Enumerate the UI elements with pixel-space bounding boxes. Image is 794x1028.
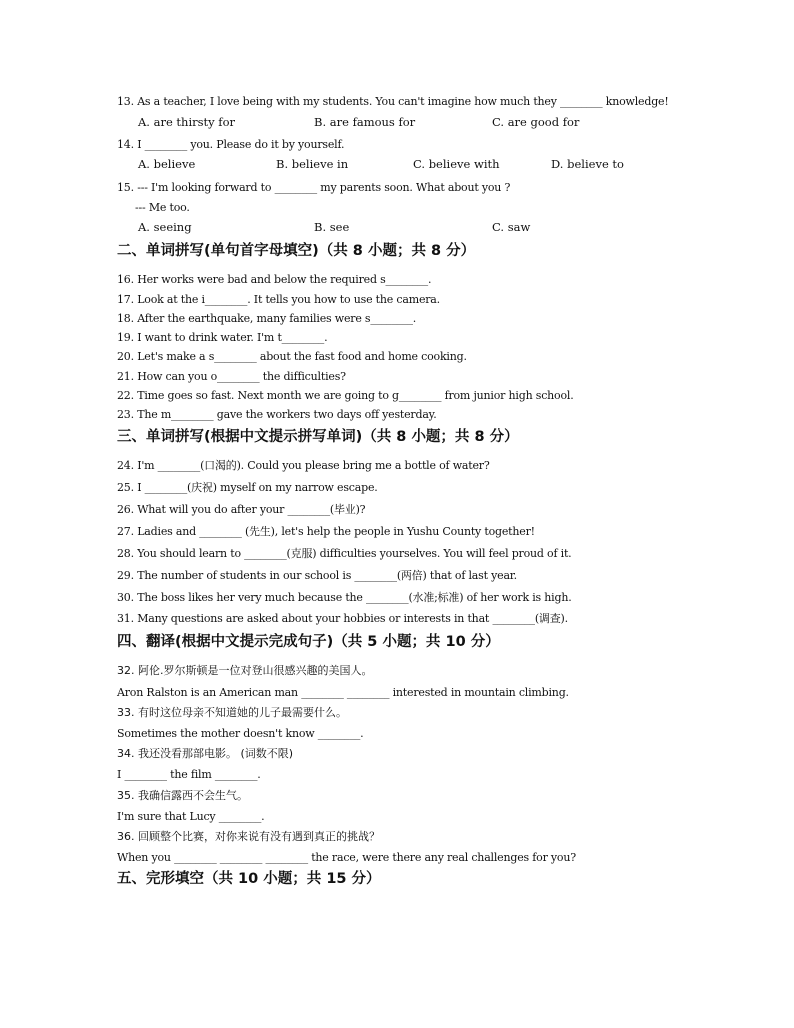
question-15-option-c: C. saw: [492, 220, 531, 234]
question-36-english: When you ________ ________ ________ the race, were there any real challenges for you?: [117, 851, 576, 864]
question-34-chinese: 34. 我还没看那部电影。 (词数不限): [117, 747, 294, 760]
question-13-option-c: C. are good for: [492, 115, 580, 129]
question-13-option-b: B. are famous for: [314, 115, 416, 129]
question-14-stem: 14. I ________ you. Please do it by yourself.: [117, 138, 345, 151]
question-25: 25. I ________(庆祝) myself on my narrow escape.: [117, 481, 378, 494]
question-16: 16. Her works were bad and below the required s________.: [117, 273, 432, 286]
question-21: 21. How can you o________ the difficulties?: [117, 370, 346, 383]
question-14-option-b: B. believe in: [276, 157, 349, 171]
section-4-heading: 四、翻译(根据中文提示完成句子)（共 5 小题；共 10 分）: [117, 634, 500, 650]
question-28: 28. You should learn to ________(克服) difficulties yourselves. You will feel proud of it.: [117, 547, 572, 560]
section-5-heading: 五、完形填空（共 10 小题；共 15 分）: [117, 871, 381, 887]
question-24: 24. I'm ________(口渴的). Could you please bring me a bottle of water?: [117, 459, 490, 472]
question-14-option-c: C. believe with: [413, 157, 500, 171]
question-36-chinese: 36. 回顾整个比赛，对你来说有没有遇到真正的挑战？: [117, 830, 380, 843]
section-3-heading: 三、单词拼写(根据中文提示拼写单词)（共 8 小题；共 8 分）: [117, 429, 519, 445]
question-34-english: I ________ the film ________.: [117, 768, 261, 781]
question-32-english: Aron Ralston is an American man ________ ________ interested in mountain climbing.: [117, 686, 569, 699]
question-19: 19. I want to drink water. I'm t________.: [117, 331, 328, 344]
question-13-stem: 13. As a teacher, I love being with my students. You can't imagine how much they ________ knowledge!: [117, 95, 669, 108]
question-15-option-b: B. see: [314, 220, 350, 234]
question-14-option-a: A. believe: [138, 157, 196, 171]
question-23: 23. The m________ gave the workers two days off yesterday.: [117, 408, 437, 421]
question-15-option-a: A. seeing: [138, 220, 192, 234]
question-35-chinese: 35. 我确信露西不会生气。: [117, 789, 248, 802]
question-30: 30. The boss likes her very much because the ________(水准;标准) of her work is high.: [117, 591, 572, 604]
question-35-english: I'm sure that Lucy ________.: [117, 810, 265, 823]
question-29: 29. The number of students in our school is ________(两倍) that of last year.: [117, 569, 517, 582]
question-18: 18. After the earthquake, many families were s________.: [117, 312, 417, 325]
section-2-heading: 二、单词拼写(单句首字母填空)（共 8 小题；共 8 分）: [117, 243, 476, 259]
question-27: 27. Ladies and ________ (先生), let's help the people in Yushu County together!: [117, 525, 535, 538]
question-13-option-a: A. are thirsty for: [138, 115, 235, 129]
question-33-chinese: 33. 有时这位母亲不知道她的儿子最需要什么。: [117, 706, 347, 719]
question-15-stem: 15. --- I'm looking forward to ________ my parents soon. What about you ?: [117, 181, 511, 194]
question-20: 20. Let's make a s________ about the fast food and home cooking.: [117, 350, 467, 363]
question-32-chinese: 32. 阿伦.罗尔斯顿是一位对登山很感兴趣的美国人。: [117, 664, 373, 677]
question-22: 22. Time goes so fast. Next month we are going to g________ from junior high school.: [117, 389, 574, 402]
question-17: 17. Look at the i________. It tells you how to use the camera.: [117, 293, 440, 306]
question-14-option-d: D. believe to: [551, 157, 624, 171]
question-31: 31. Many questions are asked about your hobbies or interests in that ________(调查).: [117, 612, 568, 625]
question-15-reply: --- Me too.: [135, 201, 190, 214]
question-33-english: Sometimes the mother doesn't know ________.: [117, 727, 364, 740]
question-26: 26. What will you do after your ________(毕业)?: [117, 503, 366, 516]
